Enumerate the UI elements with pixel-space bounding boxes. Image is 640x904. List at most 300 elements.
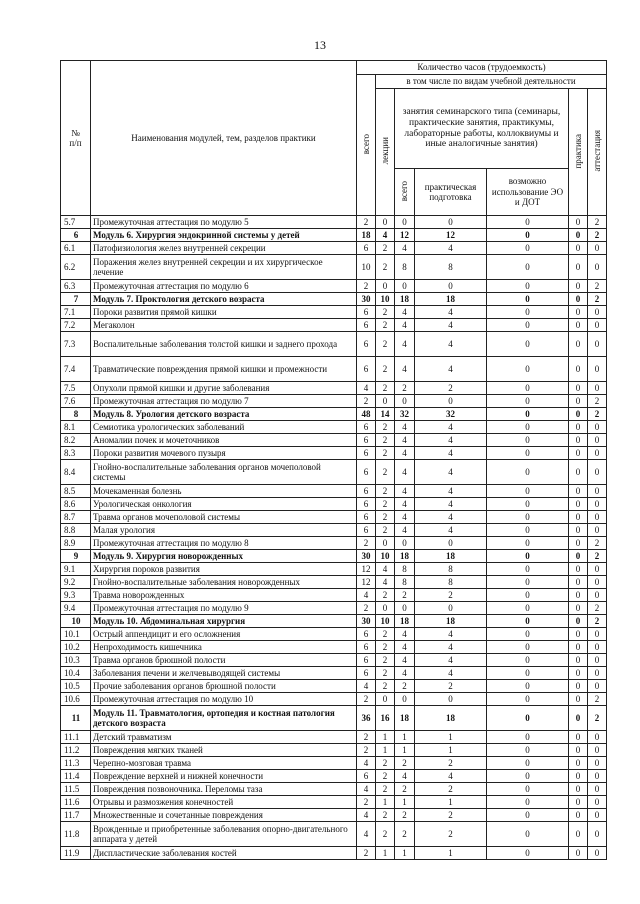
row-value: 2 <box>376 242 395 255</box>
table-row <box>61 731 607 744</box>
row-value: 0 <box>588 680 607 693</box>
row-value: 8 <box>395 576 415 589</box>
table-row <box>61 460 607 485</box>
row-value: 0 <box>395 537 415 550</box>
row-value: 0 <box>487 255 569 280</box>
row-name: Повреждение верхней и нижней конечности <box>91 770 357 783</box>
row-value: 1 <box>395 796 415 809</box>
row-value: 0 <box>569 511 588 524</box>
row-value: 0 <box>588 822 607 847</box>
row-value: 0 <box>588 809 607 822</box>
row-value: 4 <box>415 667 487 680</box>
header-by-types: в том числе по видам учебной деятельности <box>376 75 607 89</box>
row-number: 6 <box>61 229 91 242</box>
row-value: 0 <box>487 654 569 667</box>
row-number: 6.1 <box>61 242 91 255</box>
row-number: 8.6 <box>61 498 91 511</box>
row-name: Повреждения мягких тканей <box>91 744 357 757</box>
row-value: 0 <box>376 216 395 229</box>
row-value: 2 <box>415 382 487 395</box>
row-value: 0 <box>588 498 607 511</box>
row-value: 0 <box>588 731 607 744</box>
row-value: 0 <box>376 602 395 615</box>
row-value: 4 <box>415 485 487 498</box>
row-value: 18 <box>415 615 487 628</box>
row-value: 1 <box>415 744 487 757</box>
row-value: 4 <box>357 589 376 602</box>
row-number: 10.2 <box>61 641 91 654</box>
row-value: 0 <box>588 757 607 770</box>
row-value: 2 <box>376 770 395 783</box>
row-number: 11.2 <box>61 744 91 757</box>
row-value: 0 <box>569 770 588 783</box>
row-value: 0 <box>395 693 415 706</box>
row-value: 6 <box>357 628 376 641</box>
row-value: 18 <box>395 615 415 628</box>
row-value: 0 <box>569 421 588 434</box>
row-value: 4 <box>357 382 376 395</box>
row-number: 8 <box>61 408 91 421</box>
row-value: 2 <box>376 306 395 319</box>
row-value: 2 <box>357 693 376 706</box>
row-value: 0 <box>487 602 569 615</box>
table-row <box>61 693 607 706</box>
row-value: 0 <box>569 822 588 847</box>
row-name: Острый аппендицит и его осложнения <box>91 628 357 641</box>
row-value: 0 <box>588 382 607 395</box>
row-number: 9.3 <box>61 589 91 602</box>
table-row <box>61 667 607 680</box>
row-value: 0 <box>415 602 487 615</box>
row-value: 0 <box>487 847 569 860</box>
row-value: 12 <box>357 563 376 576</box>
table-row <box>61 306 607 319</box>
row-value: 0 <box>569 809 588 822</box>
row-name: Модуль 9. Хирургия новорожденных <box>91 550 357 563</box>
row-value: 0 <box>569 654 588 667</box>
row-value: 2 <box>395 809 415 822</box>
header-attestation: аттестация <box>588 89 607 216</box>
row-value: 6 <box>357 485 376 498</box>
row-number: 8.2 <box>61 434 91 447</box>
row-value: 0 <box>569 641 588 654</box>
table-row <box>61 706 607 731</box>
row-value: 4 <box>395 485 415 498</box>
table-row <box>61 550 607 563</box>
row-name: Семиотика урологических заболеваний <box>91 421 357 434</box>
header-practical-prep: практическая подготовка <box>415 169 487 216</box>
row-value: 2 <box>376 524 395 537</box>
row-value: 30 <box>357 550 376 563</box>
row-value: 0 <box>588 460 607 485</box>
table-row <box>61 796 607 809</box>
row-value: 4 <box>395 332 415 357</box>
row-value: 0 <box>487 731 569 744</box>
row-value: 0 <box>569 306 588 319</box>
row-name: Промежуточная аттестация по модулю 10 <box>91 693 357 706</box>
row-name: Пороки развития мочевого пузыря <box>91 447 357 460</box>
row-value: 4 <box>395 319 415 332</box>
table-row <box>61 216 607 229</box>
row-value: 2 <box>376 628 395 641</box>
row-name: Мегаколон <box>91 319 357 332</box>
row-value: 14 <box>376 408 395 421</box>
row-value: 4 <box>357 783 376 796</box>
row-value: 0 <box>415 693 487 706</box>
row-value: 2 <box>588 280 607 293</box>
row-value: 0 <box>569 744 588 757</box>
row-value: 2 <box>376 809 395 822</box>
row-value: 2 <box>376 485 395 498</box>
row-value: 2 <box>357 796 376 809</box>
row-value: 2 <box>415 783 487 796</box>
table-row <box>61 770 607 783</box>
table-header <box>61 61 607 216</box>
row-name: Отрывы и размозжения конечностей <box>91 796 357 809</box>
row-value: 4 <box>415 628 487 641</box>
row-number: 7.5 <box>61 382 91 395</box>
row-value: 4 <box>415 511 487 524</box>
row-value: 0 <box>569 524 588 537</box>
row-value: 0 <box>487 447 569 460</box>
row-number: 8.5 <box>61 485 91 498</box>
row-value: 2 <box>588 216 607 229</box>
row-value: 0 <box>569 563 588 576</box>
row-value: 0 <box>569 242 588 255</box>
row-number: 11 <box>61 706 91 731</box>
header-practice: практика <box>569 89 588 216</box>
row-value: 0 <box>487 229 569 242</box>
row-value: 2 <box>376 447 395 460</box>
curriculum-table <box>60 60 607 860</box>
row-value: 2 <box>376 757 395 770</box>
table-row <box>61 783 607 796</box>
row-name: Травма органов брюшной полости <box>91 654 357 667</box>
row-name: Модуль 11. Травматология, ортопедия и костная патология детского возраста <box>91 706 357 731</box>
row-value: 0 <box>487 524 569 537</box>
row-value: 2 <box>376 589 395 602</box>
row-value: 4 <box>395 511 415 524</box>
row-value: 2 <box>395 589 415 602</box>
row-value: 2 <box>376 783 395 796</box>
row-number: 11.9 <box>61 847 91 860</box>
row-name: Промежуточная аттестация по модулю 8 <box>91 537 357 550</box>
row-value: 2 <box>376 680 395 693</box>
row-value: 0 <box>588 511 607 524</box>
table-row <box>61 641 607 654</box>
table-row <box>61 242 607 255</box>
row-value: 4 <box>395 667 415 680</box>
row-number: 9.4 <box>61 602 91 615</box>
table-row <box>61 408 607 421</box>
row-number: 10.4 <box>61 667 91 680</box>
row-value: 0 <box>588 783 607 796</box>
row-value: 2 <box>588 550 607 563</box>
row-value: 0 <box>588 667 607 680</box>
row-value: 2 <box>376 332 395 357</box>
row-value: 6 <box>357 319 376 332</box>
row-value: 6 <box>357 641 376 654</box>
row-value: 0 <box>487 498 569 511</box>
row-name: Модуль 10. Абдоминальная хирургия <box>91 615 357 628</box>
row-value: 30 <box>357 615 376 628</box>
row-value: 0 <box>487 822 569 847</box>
row-value: 0 <box>569 293 588 306</box>
row-name: Хирургия пороков развития <box>91 563 357 576</box>
row-value: 18 <box>415 706 487 731</box>
row-value: 0 <box>569 615 588 628</box>
row-value: 2 <box>588 693 607 706</box>
table-row <box>61 280 607 293</box>
row-value: 0 <box>487 550 569 563</box>
row-value: 0 <box>588 421 607 434</box>
row-value: 1 <box>395 731 415 744</box>
page-number: 13 <box>314 38 326 52</box>
row-value: 0 <box>487 332 569 357</box>
table-row <box>61 654 607 667</box>
row-value: 0 <box>376 537 395 550</box>
row-value: 0 <box>487 460 569 485</box>
row-value: 0 <box>569 796 588 809</box>
row-value: 0 <box>588 563 607 576</box>
row-value: 0 <box>487 306 569 319</box>
row-value: 4 <box>376 576 395 589</box>
row-number: 11.5 <box>61 783 91 796</box>
row-name: Мочекаменная болезнь <box>91 485 357 498</box>
row-value: 0 <box>569 537 588 550</box>
row-value: 2 <box>376 357 395 382</box>
row-value: 0 <box>569 628 588 641</box>
row-value: 2 <box>588 537 607 550</box>
row-value: 0 <box>569 706 588 731</box>
row-value: 8 <box>415 563 487 576</box>
row-value: 18 <box>415 550 487 563</box>
row-value: 12 <box>395 229 415 242</box>
row-name: Модуль 7. Проктология детского возраста <box>91 293 357 306</box>
row-value: 4 <box>395 641 415 654</box>
row-value: 0 <box>487 434 569 447</box>
row-number: 11.3 <box>61 757 91 770</box>
row-value: 8 <box>415 255 487 280</box>
row-value: 0 <box>588 485 607 498</box>
row-name: Гнойно-воспалительные заболевания органов мочеполовой системы <box>91 460 357 485</box>
row-number: 11.7 <box>61 809 91 822</box>
row-value: 0 <box>487 421 569 434</box>
header-lectures: лекции <box>376 89 395 216</box>
row-value: 4 <box>357 809 376 822</box>
row-value: 6 <box>357 770 376 783</box>
row-value: 2 <box>588 293 607 306</box>
table-row <box>61 229 607 242</box>
row-name: Множественные и сочетанные повреждения <box>91 809 357 822</box>
table-row <box>61 447 607 460</box>
row-name: Малая урология <box>91 524 357 537</box>
row-value: 0 <box>569 602 588 615</box>
row-value: 2 <box>357 395 376 408</box>
row-value: 2 <box>376 319 395 332</box>
row-value: 6 <box>357 460 376 485</box>
row-value: 4 <box>395 357 415 382</box>
row-value: 2 <box>415 822 487 847</box>
row-value: 1 <box>395 744 415 757</box>
row-value: 0 <box>487 280 569 293</box>
row-value: 0 <box>569 731 588 744</box>
row-value: 2 <box>376 421 395 434</box>
row-name: Повреждения позвоночника. Переломы таза <box>91 783 357 796</box>
row-name: Промежуточная аттестация по модулю 7 <box>91 395 357 408</box>
row-number: 10.6 <box>61 693 91 706</box>
row-value: 0 <box>487 242 569 255</box>
table-row <box>61 744 607 757</box>
row-value: 0 <box>588 357 607 382</box>
row-value: 0 <box>588 255 607 280</box>
row-value: 12 <box>415 229 487 242</box>
row-number: 9.1 <box>61 563 91 576</box>
row-name: Детский травматизм <box>91 731 357 744</box>
table-row <box>61 332 607 357</box>
row-value: 2 <box>415 589 487 602</box>
row-value: 0 <box>487 382 569 395</box>
row-value: 4 <box>415 357 487 382</box>
row-value: 2 <box>376 382 395 395</box>
row-value: 1 <box>376 796 395 809</box>
row-value: 4 <box>395 770 415 783</box>
table-row <box>61 615 607 628</box>
row-value: 4 <box>395 421 415 434</box>
row-value: 2 <box>588 229 607 242</box>
row-value: 1 <box>376 731 395 744</box>
row-value: 0 <box>588 447 607 460</box>
row-value: 0 <box>588 628 607 641</box>
row-name: Аномалии почек и мочеточников <box>91 434 357 447</box>
table-row <box>61 395 607 408</box>
table-row <box>61 524 607 537</box>
row-name: Модуль 6. Хирургия эндокринной системы у детей <box>91 229 357 242</box>
row-value: 0 <box>415 280 487 293</box>
row-value: 4 <box>395 460 415 485</box>
row-value: 2 <box>415 680 487 693</box>
row-value: 0 <box>395 395 415 408</box>
row-value: 0 <box>487 408 569 421</box>
row-value: 0 <box>588 641 607 654</box>
row-value: 0 <box>569 667 588 680</box>
row-value: 0 <box>376 693 395 706</box>
row-value: 2 <box>395 382 415 395</box>
row-value: 4 <box>415 242 487 255</box>
row-name: Травматические повреждения прямой кишки и промежности <box>91 357 357 382</box>
row-value: 0 <box>487 563 569 576</box>
row-value: 32 <box>415 408 487 421</box>
row-value: 4 <box>395 242 415 255</box>
row-value: 0 <box>569 280 588 293</box>
row-value: 0 <box>569 680 588 693</box>
row-number: 10.3 <box>61 654 91 667</box>
row-value: 10 <box>376 293 395 306</box>
row-number: 9 <box>61 550 91 563</box>
row-value: 2 <box>376 641 395 654</box>
table-row <box>61 319 607 332</box>
row-name: Травма новорожденных <box>91 589 357 602</box>
row-value: 2 <box>357 537 376 550</box>
table-row <box>61 680 607 693</box>
row-number: 9.2 <box>61 576 91 589</box>
row-value: 0 <box>588 770 607 783</box>
row-value: 0 <box>487 216 569 229</box>
row-name: Прочие заболевания органов брюшной полости <box>91 680 357 693</box>
row-value: 8 <box>395 563 415 576</box>
row-value: 6 <box>357 667 376 680</box>
row-name: Пороки развития прямой кишки <box>91 306 357 319</box>
row-value: 6 <box>357 242 376 255</box>
row-value: 0 <box>487 395 569 408</box>
row-value: 18 <box>357 229 376 242</box>
row-value: 2 <box>357 216 376 229</box>
row-value: 0 <box>588 847 607 860</box>
row-value: 36 <box>357 706 376 731</box>
row-value: 4 <box>415 319 487 332</box>
row-value: 0 <box>569 460 588 485</box>
row-number: 10.5 <box>61 680 91 693</box>
row-value: 30 <box>357 293 376 306</box>
row-value: 4 <box>415 306 487 319</box>
row-value: 0 <box>487 693 569 706</box>
row-value: 4 <box>415 447 487 460</box>
header-name: Наименования модулей, тем, разделов практики <box>91 61 357 216</box>
table-row <box>61 589 607 602</box>
row-value: 18 <box>395 706 415 731</box>
row-value: 0 <box>569 395 588 408</box>
row-value: 18 <box>415 293 487 306</box>
row-number: 11.6 <box>61 796 91 809</box>
row-value: 4 <box>395 447 415 460</box>
row-value: 0 <box>487 783 569 796</box>
row-value: 0 <box>487 511 569 524</box>
row-value: 0 <box>588 332 607 357</box>
row-value: 18 <box>395 550 415 563</box>
row-value: 2 <box>588 395 607 408</box>
header-hours: Количество часов (трудоемкость) <box>357 61 607 75</box>
row-value: 0 <box>569 408 588 421</box>
row-number: 8.3 <box>61 447 91 460</box>
row-value: 1 <box>415 731 487 744</box>
row-value: 1 <box>415 796 487 809</box>
row-value: 16 <box>376 706 395 731</box>
row-value: 1 <box>376 847 395 860</box>
row-value: 0 <box>588 306 607 319</box>
row-value: 0 <box>487 770 569 783</box>
row-value: 2 <box>376 667 395 680</box>
row-value: 0 <box>569 447 588 460</box>
row-value: 4 <box>357 757 376 770</box>
row-value: 0 <box>588 654 607 667</box>
header-sem-total: всего <box>395 169 415 216</box>
row-value: 0 <box>569 693 588 706</box>
row-number: 6.3 <box>61 280 91 293</box>
row-value: 0 <box>487 757 569 770</box>
table-row <box>61 847 607 860</box>
row-value: 0 <box>569 255 588 280</box>
row-value: 4 <box>395 628 415 641</box>
row-value: 0 <box>487 293 569 306</box>
row-value: 4 <box>415 641 487 654</box>
row-name: Непроходимость кишечника <box>91 641 357 654</box>
row-number: 7.1 <box>61 306 91 319</box>
row-value: 0 <box>569 498 588 511</box>
row-value: 0 <box>588 524 607 537</box>
row-name: Промежуточная аттестация по модулю 5 <box>91 216 357 229</box>
row-value: 10 <box>376 615 395 628</box>
table-row <box>61 357 607 382</box>
